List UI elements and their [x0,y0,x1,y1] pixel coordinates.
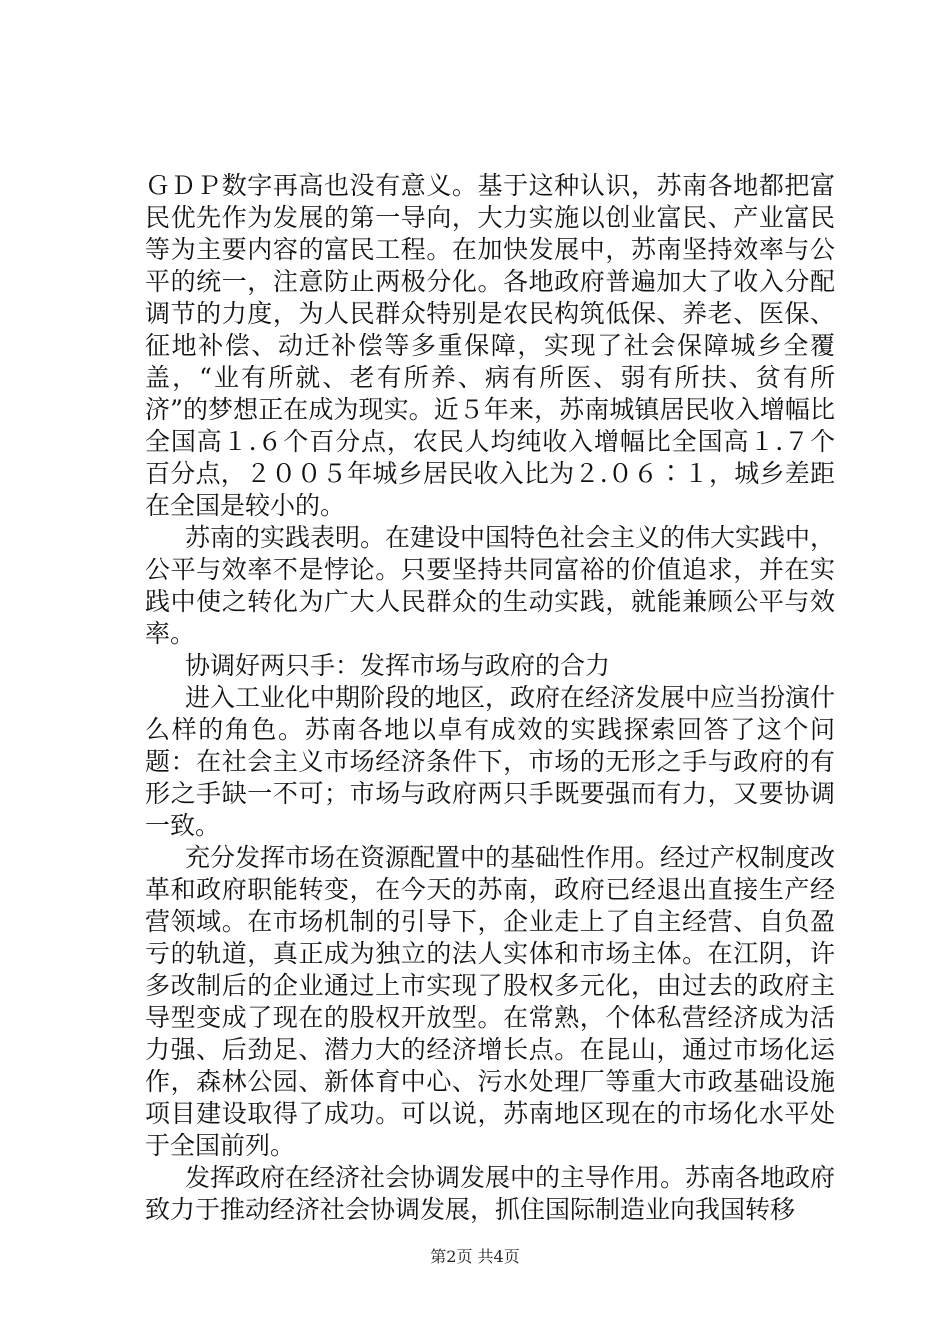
paragraph-5: 发挥政府在经济社会协调发展中的主导作用。苏南各地政府致力于推动经济社会协调发展，抓住国际制造业向我国转移 [145,1163,836,1224]
paragraph-1: ＧＤＰ数字再高也没有意义。基于这种认识，苏南各地都把富民优先作为发展的第一导向，大力实施以创业富民、产业富民等为主要内容的富民工程。在加快发展中，苏南坚持效率与公平的统一，注意防止两极分化。各地政府普遍加大了收入分配调节的力度，为人民群众特别是农民构筑低保、养老、医保、征地补偿、动迁补偿等多重保障，实现了社会保障城乡全覆盖，“业有所就、老有所养、病有所医、弱有所扶、贫有所济”的梦想正在成为现实。近５年来，苏南城镇居民收入增幅比全国高１.６个百分点，农民人均纯收入增幅比全国高１.７个百分点，２００５年城乡居民收入比为２.０６∶１，城乡差距在全国是较小的。 [145,171,835,520]
page-footer [0,1246,950,1268]
paragraph-2: 苏南的实践表明。在建设中国特色社会主义的伟大实践中，公平与效率不是悖论。只要坚持共同富裕的价值追求，并在实践中使之转化为广大人民群众的生动实践，就能兼顾公平与效率。 [145,523,836,648]
section-heading: 协调好两只手：发挥市场与政府的合力 [185,651,611,680]
paragraph-3: 进入工业化中期阶段的地区，政府在经济发展中应当扮演什么样的角色。苏南各地以卓有成效的实践探索回答了这个问题：在社会主义市场经济条件下，市场的无形之手与政府的有形之手缺一不可；市场与政府两只手既要强而有力，又要协调一致。 [145,683,836,840]
paragraph-4: 充分发挥市场在资源配置中的基础性作用。经过产权制度改革和政府职能转变，在今天的苏南，政府已经退出直接生产经营领域。在市场机制的引导下，企业走上了自主经营、自负盈亏的轨道，真正成为独立的法人实体和市场主体。在江阴，许多改制后的企业通过上市实现了股权多元化，由过去的政府主导型变成了现在的股权开放型。在常熟，个体私营经济成为活力强、后劲足、潜力大的经济增长点。在昆山，通过市场化运作，森林公园、新体育中心、污水处理厂等重大市政基础设施项目建设取得了成功。可以说，苏南地区现在的市场化水平处于全国前列。 [145,843,836,1160]
body-text [145,170,835,1226]
page-number: 第2页 共4页 [430,1247,520,1266]
